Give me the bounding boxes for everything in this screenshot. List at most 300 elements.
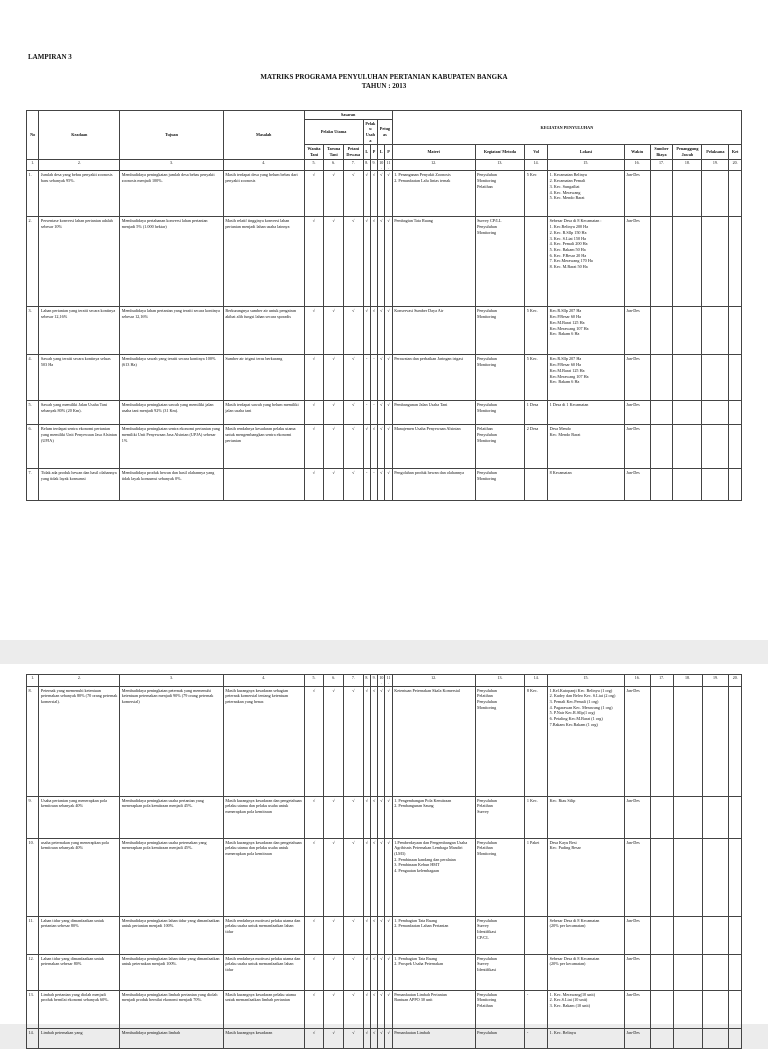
materi-cell: 1.Pemberdayaan dan Pengembangan Usaha Agribisnis Peternakan Lembaga Mandiri (LM3) 2. Pembinaan kandang dan peralatan 3. Pembinaan Kebun HMT 4. Penguatan kelembagaan	[392, 838, 475, 916]
table-row	[27, 916, 742, 954]
keadaan-cell: Lahan tidur yang dimanfaatkan untuk pertanian sebesar 80%	[39, 916, 120, 954]
target-mark: √	[363, 686, 370, 796]
materi-cell: Pemanfaatan Limbah	[392, 1028, 475, 1048]
materi-cell: Ketentuan Peternakan Skala Komersial	[392, 686, 475, 796]
lokasi-cell: 8 Kecamatan	[548, 469, 625, 501]
target-mark: √	[324, 954, 344, 990]
vol-cell: 5 Kec.	[525, 307, 548, 355]
target-mark: √	[363, 796, 370, 838]
metoda-cell: Penyuluhan Pelatihan Survey	[475, 796, 525, 838]
column-number: 10.	[379, 675, 384, 686]
pelaksana-cell	[702, 838, 729, 916]
waktu-cell: Jan-Des	[624, 355, 650, 401]
ket-cell	[729, 838, 742, 916]
target-mark: √	[385, 1028, 392, 1048]
keadaan-cell: Jumlah desa yang bebas penyakit zoonosis baru sebanyak 95%.	[39, 171, 120, 217]
penanggung-jawab-cell	[673, 796, 702, 838]
materi-cell: Pembangunan Jalan Usaha Tani	[392, 401, 475, 425]
pelaksana-cell	[702, 425, 729, 469]
waktu-cell: Jan-Des	[624, 796, 650, 838]
sumber-biaya-cell	[650, 217, 673, 307]
penanggung-jawab-cell	[673, 916, 702, 954]
pelaksana-cell	[702, 217, 729, 307]
waktu-cell: Jan-Des	[624, 401, 650, 425]
pelaksana-cell	[702, 355, 729, 401]
vol-cell: -	[525, 1028, 548, 1048]
target-mark: √	[304, 686, 324, 796]
target-mark: -	[363, 401, 370, 425]
ket-cell	[729, 401, 742, 425]
pelaksana-cell	[702, 469, 729, 501]
penanggung-jawab-cell	[673, 425, 702, 469]
waktu-cell: Jan-Des	[624, 425, 650, 469]
target-mark: √	[304, 954, 324, 990]
waktu-cell: Jan-Des	[624, 171, 650, 217]
header-sumber-biaya: Sumber Biaya	[650, 145, 673, 159]
tujuan-cell: Membudidaya peningkatan peternak yang memenuhi ketentuan peternakan menjadi 90% (79 orang peternak komersial)	[120, 686, 224, 796]
tujuan-cell: Membudidaya produk hewan dan hasil olahannya yang tidak layak konsumsi sebanyak 0%.	[120, 469, 224, 501]
column-number: 18.	[673, 159, 702, 171]
target-mark: √	[304, 990, 324, 1028]
lokasi-cell: Kec.R.Sllp 207 Ha Kec.P.Besar 60 Ha Kec.M.Barat 125 Ha Kec.Merawang 107 Ha Kec. Bakam 6 Ha	[548, 355, 625, 401]
header-petani-dewasa: Petani Dewasa	[343, 145, 363, 159]
column-number: 16.	[624, 159, 650, 171]
target-mark: √	[324, 425, 344, 469]
table-row	[27, 307, 742, 355]
target-mark: √	[378, 307, 385, 355]
vol-cell	[525, 916, 548, 954]
column-number: 5.	[304, 675, 324, 687]
pelaksana-cell	[702, 171, 729, 217]
header-sasaran: Sasaran	[304, 111, 392, 120]
masalah-cell: Masih kurangnya kesadaran dan pengetahuan pelaku utama dan pelaku usaha untuk menerapkan pola kemitraan	[223, 796, 304, 838]
header-tujuan: Tujuan	[120, 111, 224, 160]
target-mark: √	[378, 916, 385, 954]
metoda-cell: Penyuluhan Survey Identifikasi	[475, 954, 525, 990]
tujuan-cell: Membudidaya peningkatan limbah	[120, 1028, 224, 1048]
target-mark: √	[344, 838, 364, 916]
table-row	[27, 355, 742, 401]
vol-cell	[525, 469, 548, 501]
header-vol: Vol	[525, 145, 548, 159]
target-mark: √	[343, 355, 363, 401]
keadaan-cell: Usaha pertanian yang menerapkan pola kemitraan sebanyak 40%	[39, 796, 120, 838]
keadaan-cell: Peternak yang memenuhi ketentuan peternakan sebanyak 80% (70 orang peternak komersial).	[39, 686, 120, 796]
target-mark: √	[344, 1028, 364, 1048]
lokasi-cell: Sebesar Desa di 8 Kecamatan : 1. Kec.Belinyu 200 Ha 2. Kec. R.Sllp 150 Ha 3. Kec. S.Liat 150 Ha 4. Kec. Pemali 200 Ha 5. Kec. Bakam 50 Ha 6. Kec. P.Besar 20 Ha 7. Kec.Merawang 170 Ha 8. Kec. M.Barat 50 Ha	[548, 217, 625, 307]
masalah-cell: Masih kurangnya kesadaran sebagian peternak komersial tentang ketentuan peternakan yang benar.	[223, 686, 304, 796]
target-mark: √	[385, 990, 392, 1028]
row-number: 2.	[27, 217, 39, 307]
ket-cell	[729, 1028, 742, 1048]
header-penanggung-jawab: Penanggung Jawab	[673, 145, 702, 159]
penanggung-jawab-cell	[673, 838, 702, 916]
target-mark: √	[363, 1028, 370, 1048]
pelaksana-cell	[702, 796, 729, 838]
lokasi-cell: 1. Kec. Belinyu	[548, 1028, 625, 1048]
row-number: 3.	[27, 307, 39, 355]
waktu-cell: Jan-Des	[624, 916, 650, 954]
waktu-cell: Jan-Des	[624, 838, 650, 916]
penanggung-jawab-cell	[673, 686, 702, 796]
target-mark: √	[378, 990, 385, 1028]
keadaan-cell: Lahan tidur yang dimanfaatkan untuk peternakan sebesar 80%	[39, 954, 120, 990]
penanggung-jawab-cell	[673, 990, 702, 1028]
row-number: 12.	[27, 954, 39, 990]
ket-cell	[729, 916, 742, 954]
sumber-biaya-cell	[650, 401, 673, 425]
target-mark: √	[324, 990, 344, 1028]
header-taruna-tani: Taruna Tani	[324, 145, 344, 159]
column-number: 6.	[324, 159, 344, 171]
target-mark: -	[370, 401, 377, 425]
keadaan-cell: Belum terdapat sentra ekonomi pertanian yang memiliki Unit Penyewaan Jasa Alsintan (UPJA)	[39, 425, 120, 469]
target-mark: √	[370, 916, 377, 954]
table-row	[27, 171, 742, 217]
target-mark: √	[324, 686, 344, 796]
target-mark: √	[370, 307, 377, 355]
target-mark: √	[385, 217, 392, 307]
column-number-row	[27, 159, 742, 171]
lokasi-cell: Sebesar Desa di 8 Kecamatan (20% per kecamatan)	[548, 916, 625, 954]
row-number: 8.	[27, 686, 39, 796]
metoda-cell: Pelatihan Penyuluhan Monitoring	[475, 425, 525, 469]
column-number: 13.	[475, 159, 525, 171]
target-mark: √	[363, 425, 370, 469]
tujuan-cell: Membudidaya peningkatan limbah pertanian yang diolah menjadi produk bernilai ekonomi menjadi 70%.	[120, 990, 224, 1028]
vol-cell: 1 Kec.	[525, 796, 548, 838]
lokasi-cell: 1. Kec. Merawang(10 unit) 2. Kec.S.Liat (10 unit) 3. Kec. Bakam (10 unit)	[548, 990, 625, 1028]
sumber-biaya-cell	[650, 686, 673, 796]
column-number: 9.	[370, 159, 377, 171]
column-number: 17.	[650, 159, 673, 171]
keadaan-cell: Limbah peternakan yang	[39, 1028, 120, 1048]
target-mark: -	[370, 469, 377, 501]
tujuan-cell: Membudidaya sawah yang teraiti secara kontinya 100% (613 Ha)	[120, 355, 224, 401]
column-number: 11.	[386, 675, 391, 686]
pelaksana-cell	[702, 954, 729, 990]
keadaan-cell: Sawah yang memiliki Jalan Usaha Tani sebanyak 80% (20 Km).	[39, 401, 120, 425]
keadaan-cell: Lahan pertanian yang teraiti secara kontinya sebesar 12,16%	[39, 307, 120, 355]
ket-cell	[729, 990, 742, 1028]
header-p-petugas: P	[385, 145, 392, 159]
vol-cell	[525, 217, 548, 307]
metoda-cell: Penyuluhan Monitoring Pelatihan	[475, 171, 525, 217]
keadaan-cell: usaha peternakan yang menerapkan pola kemitraan sebanyak 40%	[39, 838, 120, 916]
target-mark: √	[304, 916, 324, 954]
target-mark: √	[370, 217, 377, 307]
target-mark: √	[344, 954, 364, 990]
column-number: 4.	[223, 159, 304, 171]
penanggung-jawab-cell	[673, 355, 702, 401]
target-mark: √	[378, 686, 385, 796]
metoda-cell: Penyuluhan Pelatihan Monitoring	[475, 838, 525, 916]
pelaksana-cell	[702, 307, 729, 355]
column-number: 12.	[392, 159, 475, 171]
vol-cell: -	[525, 990, 548, 1028]
column-number: 2.	[39, 159, 120, 171]
target-mark: √	[385, 916, 392, 954]
target-mark: √	[370, 171, 377, 217]
tujuan-cell: Membudidaya lahan pertanian yang teraiti secara kontinya sebesar 12,16%	[120, 307, 224, 355]
table-row	[27, 838, 742, 916]
waktu-cell: Jan-Des	[624, 469, 650, 501]
tujuan-cell: Membudidaya peningkatan usaha pertanian yang menerapkan pola kemitraan menjadi 45%.	[120, 796, 224, 838]
header-kegiatan-metoda: Kegiatan/ Metoda	[475, 145, 525, 159]
table-row	[27, 954, 742, 990]
masalah-cell: Sumber air irigasi teras berkurang	[223, 355, 304, 401]
keadaan-cell: Persentase konversi lahan pertanian adalah sebesar 10%	[39, 217, 120, 307]
masalah-cell: Masih rendahnya kesadaran pelaku utama untuk mengembangkan sentra ekonomi pertanian	[223, 425, 304, 469]
table-row	[27, 686, 742, 796]
table-row	[27, 217, 742, 307]
programa-matrix-table	[26, 110, 742, 501]
penanggung-jawab-cell	[673, 171, 702, 217]
column-number: 10.	[379, 159, 384, 171]
target-mark: √	[385, 954, 392, 990]
masalah-cell: Masih rendahnya motivasi pelaku utama dan pelaku usaha untuk memanfaatkan lahan tidur	[223, 916, 304, 954]
ket-cell	[729, 355, 742, 401]
tujuan-cell: Membudidaya peningkatan lahan tidur yang dimanfaatkan untuk peternakan menjadi 100%.	[120, 954, 224, 990]
target-mark: √	[385, 401, 392, 425]
row-number: 13.	[27, 990, 39, 1028]
target-mark: √	[385, 686, 392, 796]
penanggung-jawab-cell	[673, 954, 702, 990]
header-pelaku-utama: Pelaku Utama	[304, 119, 363, 145]
tujuan-cell: Membudidaya pertahanan konversi lahan pertanian menjadi 5% (1.000 hektar)	[120, 217, 224, 307]
header-waktu: Waktu	[624, 145, 650, 159]
column-number: 18.	[673, 675, 702, 687]
sumber-biaya-cell	[650, 838, 673, 916]
pelaksana-cell	[702, 916, 729, 954]
header-materi: Materi	[392, 145, 475, 159]
lokasi-cell: Sebesar Desa di 8 Kecamatan (20% per kecamatan)	[548, 954, 625, 990]
ket-cell	[729, 796, 742, 838]
document-page-2	[0, 664, 768, 1035]
target-mark: √	[385, 307, 392, 355]
target-mark: -	[363, 355, 370, 401]
metoda-cell: Penyuluhan Monitoring	[475, 307, 525, 355]
target-mark: √	[304, 796, 324, 838]
ket-cell	[729, 954, 742, 990]
row-number: 5.	[27, 401, 39, 425]
header-keadaan: Keadaan	[39, 111, 120, 160]
masalah-cell: Berkurangnya sumber air untuk pengairan akibat alih fungsi lahan secara sporadis	[223, 307, 304, 355]
ket-cell	[729, 686, 742, 796]
column-number: 3.	[120, 675, 224, 687]
target-mark: √	[344, 686, 364, 796]
materi-cell: Pengolahan produk hewan dan olahannya	[392, 469, 475, 501]
masalah-cell: Masih kurangnya kesadaran	[223, 1028, 304, 1048]
waktu-cell: Jan-Des	[624, 217, 650, 307]
materi-cell: Pembagian Tata Ruang	[392, 217, 475, 307]
target-mark: √	[385, 425, 392, 469]
target-mark: √	[378, 401, 385, 425]
target-mark: √	[370, 990, 377, 1028]
target-mark: √	[370, 425, 377, 469]
column-number: 4.	[223, 675, 304, 687]
waktu-cell: Jan-Des	[624, 990, 650, 1028]
target-mark: √	[378, 469, 385, 501]
target-mark: √	[363, 916, 370, 954]
target-mark: √	[324, 1028, 344, 1048]
header-l-usaha: L	[363, 145, 370, 159]
sumber-biaya-cell	[650, 990, 673, 1028]
waktu-cell: Jan-Des	[624, 1028, 650, 1048]
target-mark: √	[304, 401, 324, 425]
penanggung-jawab-cell	[673, 1028, 702, 1048]
waktu-cell: Jan-Des	[624, 686, 650, 796]
header-kegiatan-penyuluhan: KEGIATAN PENYULUHAN	[392, 111, 741, 145]
metoda-cell: Penyuluhan Pelatihan Penyuluhan Monitoring	[475, 686, 525, 796]
target-mark: -	[370, 355, 377, 401]
lokasi-cell: 1 Desa di 1 Kecamatan	[548, 401, 625, 425]
column-number: 1.	[27, 159, 39, 171]
document-year: TAHUN : 2013	[361, 82, 407, 90]
target-mark: √	[344, 916, 364, 954]
sumber-biaya-cell	[650, 1028, 673, 1048]
metoda-cell: Penyuluhan Survey Identifikasi CP/CL	[475, 916, 525, 954]
target-mark: √	[324, 171, 344, 217]
masalah-cell: Masih kurangnya kesadaran pelaku utama untuk memanfaatkan limbah pertanian	[223, 990, 304, 1028]
vol-cell: 2 Desa	[525, 425, 548, 469]
header-wanita-tani: Wanita Tani	[304, 145, 324, 159]
column-number: 20.	[729, 159, 742, 171]
column-number: 19.	[702, 159, 729, 171]
programa-matrix-table-continued	[26, 674, 742, 1049]
column-number: 20.	[729, 675, 742, 687]
ket-cell	[729, 469, 742, 501]
header-pelaksana: Pelaksana	[702, 145, 729, 159]
target-mark: √	[304, 469, 324, 501]
tujuan-cell: Membudidaya peningkatan sawah yang memiliki jalan usaha tani menjadi 92% (31 Km).	[120, 401, 224, 425]
tujuan-cell: Membudidaya peningkatan lahan tidur yang dimanfaatkan untuk pertanian menjadi 100%.	[120, 916, 224, 954]
column-number: 3.	[120, 159, 224, 171]
column-number: 14.	[525, 159, 548, 171]
lokasi-cell: Desa Kayu Besi Kec. Puding Besar	[548, 838, 625, 916]
column-number: 6.	[324, 675, 344, 687]
vol-cell	[525, 954, 548, 990]
metoda-cell: Penyuluhan Monitoring	[475, 355, 525, 401]
table-row	[27, 469, 742, 501]
target-mark: √	[304, 307, 324, 355]
masalah-cell	[223, 469, 304, 501]
column-number: 2.	[39, 675, 120, 687]
masalah-cell: Masih terdapat sawah yang belum memiliki jalan usaha tani	[223, 401, 304, 425]
header-l-petugas: L	[378, 145, 385, 159]
target-mark: √	[343, 307, 363, 355]
target-mark: √	[378, 217, 385, 307]
masalah-cell: Masih rendahnya motivasi pelaku utama dan pelaku usaha untuk memanfaatkan lahan tidur	[223, 954, 304, 990]
column-number: 14.	[525, 675, 548, 687]
target-mark: √	[344, 990, 364, 1028]
penanggung-jawab-cell	[673, 401, 702, 425]
column-number: 15.	[548, 675, 625, 687]
sumber-biaya-cell	[650, 425, 673, 469]
appendix-label: LAMPIRAN 3	[28, 53, 72, 61]
column-number: 5.	[304, 159, 324, 171]
row-number: 11.	[27, 916, 39, 954]
table-row	[27, 990, 742, 1028]
materi-cell: 1. Pembagian Tata Ruang 2. Pemanfaatan Lahan Pertanian	[392, 916, 475, 954]
waktu-cell: Jan-Des	[624, 954, 650, 990]
target-mark: √	[324, 401, 344, 425]
keadaan-cell: Tidak ada produk hewan dan hasil olahannya yang tidak layak konsumsi	[39, 469, 120, 501]
pelaksana-cell	[702, 990, 729, 1028]
target-mark: √	[363, 217, 370, 307]
target-mark: √	[363, 990, 370, 1028]
row-number: 10.	[27, 838, 39, 916]
target-mark: √	[324, 307, 344, 355]
lokasi-cell: Kec. Riau Silip	[548, 796, 625, 838]
sumber-biaya-cell	[650, 307, 673, 355]
target-mark: √	[370, 1028, 377, 1048]
penanggung-jawab-cell	[673, 307, 702, 355]
column-number: 15.	[548, 159, 625, 171]
target-mark: √	[324, 838, 344, 916]
row-number: 9.	[27, 796, 39, 838]
target-mark: √	[378, 171, 385, 217]
header-pelaku-usaha: Pelaku Usaha	[363, 119, 378, 145]
target-mark: √	[370, 838, 377, 916]
header-lokasi: Lokasi	[548, 145, 625, 159]
keadaan-cell: Sawah yang teraiti secara kontinya seluas 503 Ha	[39, 355, 120, 401]
target-mark: √	[304, 355, 324, 401]
target-mark: √	[363, 307, 370, 355]
target-mark: √	[363, 171, 370, 217]
target-mark: √	[304, 838, 324, 916]
ket-cell	[729, 425, 742, 469]
masalah-cell: Masih relatif tingginya konversi lahan pertanian menjadi lahan usaha lainnya	[223, 217, 304, 307]
column-number: 9.	[370, 675, 377, 687]
target-mark: √	[343, 469, 363, 501]
target-mark: √	[385, 838, 392, 916]
lokasi-cell: 1.Kel.Kutopanji Kec. Belinyu (1 org) 2. Kudey dan Beleo Kec. S.Liat (2 org) 3. Pemali Kec.Pemali (1 org) 4. Pagarawan Kec. Merawang (1 org) 5. P.Nair Kec.R.Sllp(1 org) 6. Petaling Kec.M.Barat (1 org) 7.Bakam Kec.Bakam (1 org)	[548, 686, 625, 796]
header-ket: Ket	[729, 145, 742, 159]
row-number: 14.	[27, 1028, 39, 1048]
target-mark: √	[304, 425, 324, 469]
materi-cell: Perawatan dan perbaikan Jaringan irigasi	[392, 355, 475, 401]
materi-cell: Konservasi Sumber Daya Air	[392, 307, 475, 355]
materi-cell: Pemanfaatan Limbah Pertanian Bantuan APPO 30 unit	[392, 990, 475, 1028]
column-number: 16.	[624, 675, 650, 687]
ket-cell	[729, 171, 742, 217]
masalah-cell: Masih terdapat desa yang belum bebas dari penyakit zoonosis	[223, 171, 304, 217]
metoda-cell: Penyuluhan Monitoring	[475, 469, 525, 501]
target-mark: √	[343, 401, 363, 425]
target-mark: √	[363, 954, 370, 990]
ket-cell	[729, 307, 742, 355]
tujuan-cell: Membudidaya peningkatan usaha peternakan yang menerapkan pola kemitraan menjadi 45%.	[120, 838, 224, 916]
target-mark: √	[370, 686, 377, 796]
header-masalah: Masalah	[223, 111, 304, 160]
sumber-biaya-cell	[650, 916, 673, 954]
penanggung-jawab-cell	[673, 469, 702, 501]
masalah-cell: Masih kurangnya kesadaran dan pengetahuan pelaku utama dan pelaku usaha untuk menerapkan pola kemitraan	[223, 838, 304, 916]
vol-cell: 1 Paket	[525, 838, 548, 916]
materi-cell: 1. Pengembangan Pola Kemitraan 2. Pembangunan Saung	[392, 796, 475, 838]
metoda-cell: Penyuluhan Monitoring	[475, 401, 525, 425]
target-mark: √	[378, 838, 385, 916]
row-number: 1.	[27, 171, 39, 217]
metoda-cell: Survey CP/LL Penyuluhan Monitoring	[475, 217, 525, 307]
vol-cell: 5 Kec.	[525, 355, 548, 401]
header-p-usaha: P	[370, 145, 377, 159]
row-number: 6.	[27, 425, 39, 469]
target-mark: √	[343, 217, 363, 307]
column-number: 13.	[475, 675, 525, 687]
target-mark: √	[324, 916, 344, 954]
